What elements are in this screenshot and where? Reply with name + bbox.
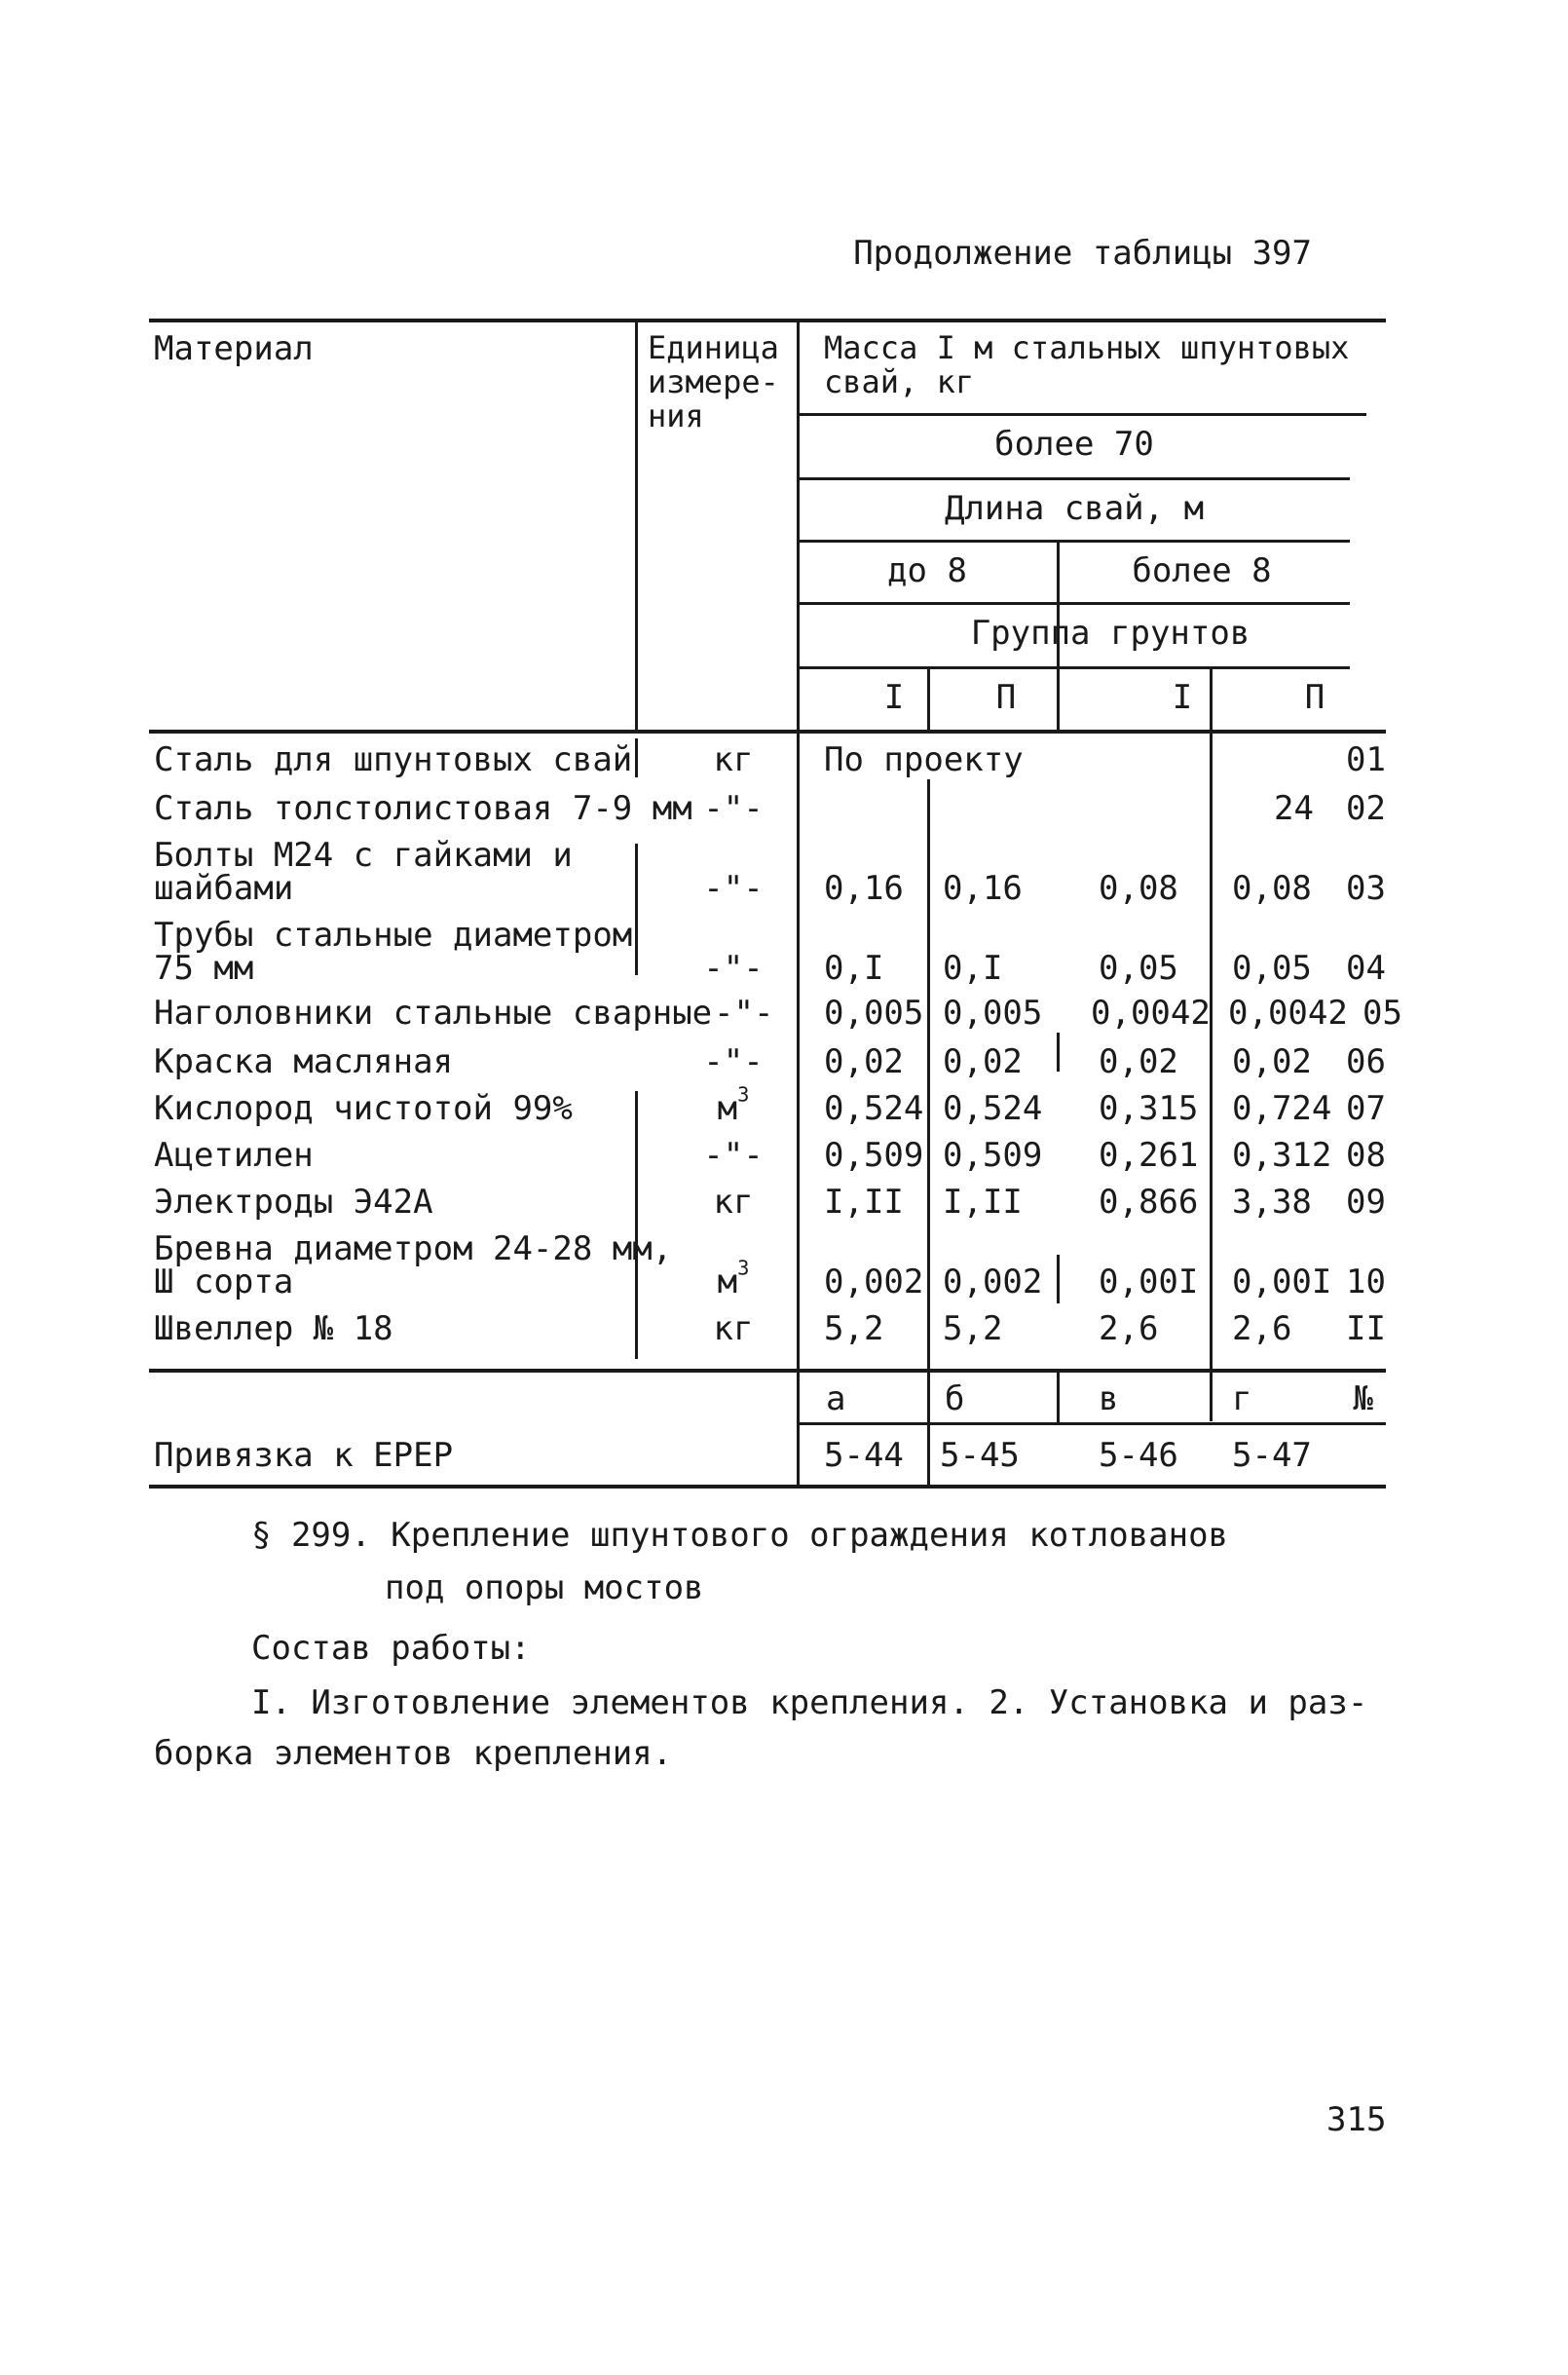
row-unit: -"- — [703, 789, 764, 828]
row-unit: кг — [713, 1183, 754, 1222]
column-letter: г — [1232, 1379, 1252, 1418]
row-value: 0,312 — [1232, 1136, 1332, 1175]
row-code: 04 — [1346, 949, 1386, 988]
row-value: 0,08 — [1099, 869, 1178, 908]
row-code: 01 — [1346, 740, 1386, 779]
section-title: § 299. Крепление шпунтового ограждения котлованов — [251, 1516, 1229, 1555]
row-value: 0,16 — [943, 869, 1023, 908]
row-unit: кг — [713, 740, 754, 779]
col-divider — [635, 738, 638, 777]
binding-code: 5-47 — [1232, 1436, 1312, 1475]
row-unit: -"- — [703, 949, 764, 988]
row-value: 0,I — [824, 949, 884, 988]
rule — [797, 666, 1350, 669]
row-code: 09 — [1346, 1183, 1386, 1222]
row-value: I,II — [824, 1183, 904, 1222]
table-top-rule — [149, 319, 1386, 322]
row-code: II — [1346, 1309, 1386, 1348]
col-divider — [797, 320, 800, 1485]
row-value: 0,16 — [824, 869, 904, 908]
row-code: 08 — [1346, 1136, 1386, 1175]
rule — [797, 602, 1350, 605]
row-value: 0,005 — [824, 994, 924, 1033]
row-value: 0,315 — [1099, 1089, 1199, 1128]
binding-code: 5-45 — [940, 1436, 1020, 1475]
binding-code: 5-46 — [1099, 1436, 1178, 1475]
length-over-label: более 8 — [1132, 551, 1272, 590]
header-bottom-rule — [149, 730, 1386, 734]
col-divider — [635, 320, 638, 730]
group-header: I — [1172, 678, 1193, 717]
column-letter: б — [945, 1379, 965, 1418]
binding-label: Привязка к ЕРЕР — [154, 1436, 454, 1475]
row-value: 0,00I — [1099, 1263, 1199, 1301]
row-value: 0,02 — [943, 1042, 1023, 1081]
body-bottom-rule — [149, 1369, 1386, 1373]
col-header-mass: свай, кг — [824, 363, 975, 400]
row-value: 0,02 — [1099, 1042, 1178, 1081]
row-material: Трубы стальные диаметром — [154, 916, 633, 955]
col-divider — [1210, 666, 1213, 1421]
row-material: Бревна диаметром 24-28 мм, — [154, 1229, 673, 1268]
row-material: Болты М24 с гайками и — [154, 836, 573, 875]
row-value: 0,05 — [1232, 949, 1312, 988]
row-value: 0,866 — [1099, 1183, 1199, 1222]
column-letter: в — [1099, 1379, 1119, 1418]
row-material: Швеллер № 18 — [154, 1309, 393, 1348]
row-material: Ацетилен — [154, 1136, 314, 1175]
row-unit: -"- — [703, 1042, 764, 1081]
group-header: П — [995, 678, 1017, 717]
col-header-material: Материал — [154, 329, 314, 368]
row-value: 5,2 — [943, 1309, 1003, 1348]
col-divider — [635, 1091, 638, 1359]
soil-group-label: Группа грунтов — [970, 614, 1251, 653]
row-material: 75 мм — [154, 949, 254, 988]
table-continuation-caption: Продолжение таблицы 397 — [853, 234, 1312, 273]
row-value: По проекту — [824, 740, 1024, 779]
row-material: шайбами — [154, 869, 294, 908]
row-value: 0,005 — [943, 994, 1043, 1033]
row-code: 10 — [1346, 1263, 1386, 1301]
row-value: 24 — [1274, 789, 1314, 828]
row-material: Сталь для шпунтовых свай — [154, 740, 633, 779]
row-value: 0,0042 — [1228, 994, 1348, 1033]
row-value: 0,524 — [824, 1089, 924, 1128]
row-value: 2,6 — [1232, 1309, 1292, 1348]
rule — [797, 413, 1366, 416]
col-divider — [635, 844, 638, 975]
row-unit: -"- — [703, 869, 764, 908]
length-to-label: до 8 — [887, 551, 967, 590]
number-sign: № — [1353, 1379, 1373, 1418]
body-text: I. Изготовление элементов крепления. 2. Установка и раз- — [251, 1683, 1368, 1722]
row-code: 06 — [1346, 1042, 1386, 1081]
row-unit: $м^3$ — [717, 1082, 750, 1128]
row-value: 0,08 — [1232, 869, 1312, 908]
row-material: Наголовники стальные сварные — [154, 994, 713, 1033]
mass-over-label: более 70 — [994, 425, 1154, 464]
group-header: П — [1304, 678, 1325, 717]
rule — [797, 477, 1350, 480]
body-text: борка элементов крепления. — [154, 1734, 673, 1773]
col-header-unit: ния — [648, 397, 704, 434]
row-value: 0,002 — [824, 1263, 924, 1301]
pile-length-label: Длина свай, м — [944, 489, 1205, 528]
page-number: 315 — [1326, 2100, 1387, 2139]
col-divider — [1057, 1033, 1060, 1072]
col-divider — [1057, 1369, 1060, 1425]
row-value: 0,00I — [1232, 1263, 1332, 1301]
rule — [797, 540, 1350, 543]
binding-code: 5-44 — [824, 1436, 904, 1475]
row-material: Краска масляная — [154, 1042, 454, 1081]
row-unit: $м^3$ — [717, 1256, 750, 1301]
row-value: 0,509 — [824, 1136, 924, 1175]
row-code: 07 — [1346, 1089, 1386, 1128]
column-letter: а — [826, 1379, 846, 1418]
row-value: 0,261 — [1099, 1136, 1199, 1175]
row-value: 0,724 — [1232, 1089, 1332, 1128]
row-material: Ш сорта — [154, 1263, 294, 1301]
row-value: 2,6 — [1099, 1309, 1159, 1348]
col-divider — [1057, 1255, 1060, 1303]
row-value: 0,002 — [943, 1263, 1043, 1301]
section-title-cont: под опоры мостов — [385, 1568, 704, 1607]
row-value: 0,02 — [1232, 1042, 1312, 1081]
composition-label: Состав работы: — [251, 1629, 531, 1668]
row-material: Электроды Э42А — [154, 1183, 433, 1222]
row-value: 3,38 — [1232, 1183, 1312, 1222]
row-unit: кг — [713, 1309, 754, 1348]
row-value: 0,I — [943, 949, 1003, 988]
group-header: I — [883, 678, 905, 717]
row-value: 0,0042 — [1091, 994, 1211, 1033]
col-divider — [927, 779, 930, 1485]
row-code: 05 — [1363, 994, 1402, 1033]
row-material: Сталь толстолистовая 7-9 мм — [154, 789, 692, 828]
row-code: 03 — [1346, 869, 1386, 908]
col-divider — [927, 666, 930, 730]
row-value: 0,05 — [1099, 949, 1178, 988]
row-value: 0,524 — [943, 1089, 1043, 1128]
row-unit: -"- — [703, 1136, 764, 1175]
row-code: 02 — [1346, 789, 1386, 828]
rule — [797, 1422, 1386, 1425]
row-value: 0,02 — [824, 1042, 904, 1081]
row-value: 0,509 — [943, 1136, 1043, 1175]
row-value: 5,2 — [824, 1309, 884, 1348]
col-header-mass: Масса I м стальных шпунтовых — [824, 329, 1350, 366]
col-header-unit: измере- — [648, 363, 779, 400]
table-bottom-rule — [149, 1485, 1386, 1489]
row-material: Кислород чистотой 99% — [154, 1089, 573, 1128]
row-unit: -"- — [714, 994, 774, 1033]
row-value: I,II — [943, 1183, 1023, 1222]
col-header-unit: Единица — [648, 329, 779, 366]
